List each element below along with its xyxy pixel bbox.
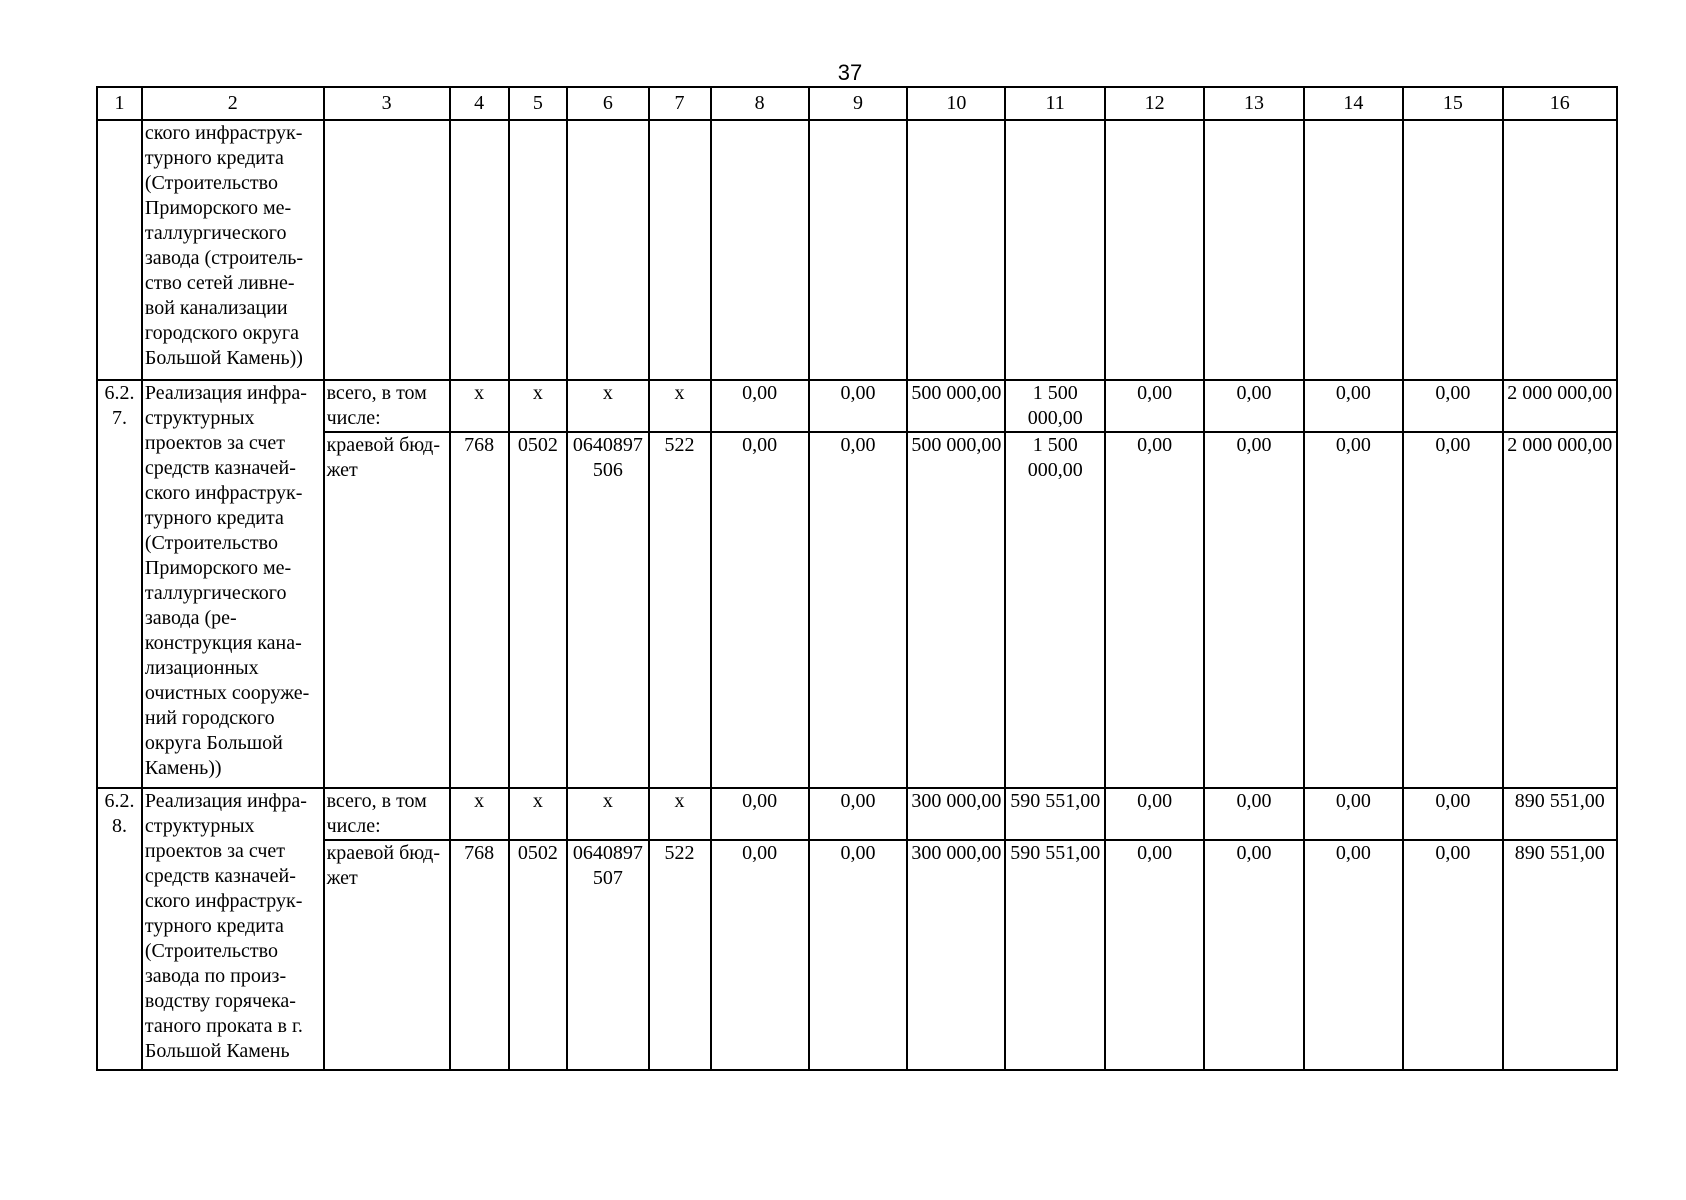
cell-c16: 890 551,00 <box>1503 788 1617 840</box>
cell-c14: 0,00 <box>1304 788 1403 840</box>
table-row <box>97 380 1617 432</box>
cell-c13: 0,00 <box>1204 788 1303 840</box>
header-cell: 7 <box>649 87 711 120</box>
header-cell: 8 <box>711 87 809 120</box>
cell-c9: 0,00 <box>809 380 907 432</box>
cell-c10: 300 000,00 <box>907 840 1005 1070</box>
cell-c11: 590 551,00 <box>1005 840 1104 1070</box>
cell-c15: 0,00 <box>1403 788 1502 840</box>
cell-c5: x <box>509 788 568 840</box>
cell-c15: 0,00 <box>1403 380 1502 432</box>
table-row <box>97 432 1617 788</box>
header-cell: 12 <box>1105 87 1204 120</box>
header-cell: 9 <box>809 87 907 120</box>
cell-c5: x <box>509 380 568 432</box>
cell-c10: 500 000,00 <box>907 380 1005 432</box>
cell-c14: 0,00 <box>1304 380 1403 432</box>
header-cell: 13 <box>1204 87 1303 120</box>
cell-c7: x <box>649 380 711 432</box>
cell-c13: 0,00 <box>1204 432 1303 788</box>
cell-c9: 0,00 <box>809 432 907 788</box>
cell-c9: 0,00 <box>809 788 907 840</box>
cell-c7: x <box>649 788 711 840</box>
cell-c10: 500 000,00 <box>907 432 1005 788</box>
cell-c6: x <box>567 788 648 840</box>
cell-c4: 768 <box>450 840 509 1070</box>
cell-c6: 0640897507 <box>567 840 648 1070</box>
header-cell: 5 <box>509 87 568 120</box>
cell-c12: 0,00 <box>1105 432 1204 788</box>
cell-c9: 0,00 <box>809 840 907 1070</box>
funding-source: краевой бюд-жет <box>324 432 450 788</box>
cell-c11: 1 500 000,00 <box>1005 432 1104 788</box>
header-cell: 2 <box>142 87 324 120</box>
cell-c4: x <box>450 380 509 432</box>
cell-c14: 0,00 <box>1304 840 1403 1070</box>
cell-c12: 0,00 <box>1105 840 1204 1070</box>
cell-c12: 0,00 <box>1105 380 1204 432</box>
cell-c10: 300 000,00 <box>907 788 1005 840</box>
cell-c15: 0,00 <box>1403 840 1502 1070</box>
page-number: 37 <box>837 60 863 85</box>
cell-c15: 0,00 <box>1403 432 1502 788</box>
header-cell: 14 <box>1304 87 1403 120</box>
header-cell: 16 <box>1503 87 1617 120</box>
header-cell: 11 <box>1005 87 1104 120</box>
continuation-row <box>97 120 1617 380</box>
cell-c8: 0,00 <box>711 432 809 788</box>
cell-c12: 0,00 <box>1105 788 1204 840</box>
table-row <box>97 840 1617 1070</box>
table-row <box>97 788 1617 840</box>
continuation-description: ского инфраструк-турного кредита (Строительство Приморского ме-таллургического завода (строитель-ство сетей ливне-вой канализации городского округа Большой Камень)) <box>142 120 324 380</box>
cell-c16: 2 000 000,00 <box>1503 380 1617 432</box>
funding-source: всего, в том числе: <box>324 788 450 840</box>
cell-c5: 0502 <box>509 840 568 1070</box>
cell-c7: 522 <box>649 432 711 788</box>
header-cell: 6 <box>567 87 648 120</box>
cell-c6: x <box>567 380 648 432</box>
cell-c13: 0,00 <box>1204 840 1303 1070</box>
cell-c5: 0502 <box>509 432 568 788</box>
row-description: Реализация инфра-структурных проектов за счет средств казначей-ского инфраструк-турного кредита (Строительство завода по произ-водству горячека-таного проката в г. Большой Камень <box>142 788 324 1070</box>
budget-table <box>96 86 1618 1071</box>
cell-c7: 522 <box>649 840 711 1070</box>
row-description: Реализация инфра-структурных проектов за счет средств казначей-ского инфраструк-турного кредита (Строительство Приморского ме-таллургического завода (ре-конструкция кана-лизационных очистных сооруже-ний городского округа Большой Камень)) <box>142 380 324 788</box>
cell-c4: 768 <box>450 432 509 788</box>
header-cell: 4 <box>450 87 509 120</box>
funding-source: краевой бюд-жет <box>324 840 450 1070</box>
cell-c16: 2 000 000,00 <box>1503 432 1617 788</box>
header-cell: 10 <box>907 87 1005 120</box>
cell-c13: 0,00 <box>1204 380 1303 432</box>
cell-c14: 0,00 <box>1304 432 1403 788</box>
cell-c4: x <box>450 788 509 840</box>
row-number: 6.2.8. <box>97 788 142 1070</box>
cell-c8: 0,00 <box>711 788 809 840</box>
cell-c16: 890 551,00 <box>1503 840 1617 1070</box>
funding-source: всего, в том числе: <box>324 380 450 432</box>
cell-c8: 0,00 <box>711 380 809 432</box>
header-cell: 15 <box>1403 87 1502 120</box>
header-cell: 1 <box>97 87 142 120</box>
cell-c6: 0640897506 <box>567 432 648 788</box>
cell-c11: 1 500 000,00 <box>1005 380 1104 432</box>
cell-c8: 0,00 <box>711 840 809 1070</box>
row-number: 6.2.7. <box>97 380 142 788</box>
header-row <box>97 87 1617 120</box>
header-cell: 3 <box>324 87 450 120</box>
cell-c11: 590 551,00 <box>1005 788 1104 840</box>
